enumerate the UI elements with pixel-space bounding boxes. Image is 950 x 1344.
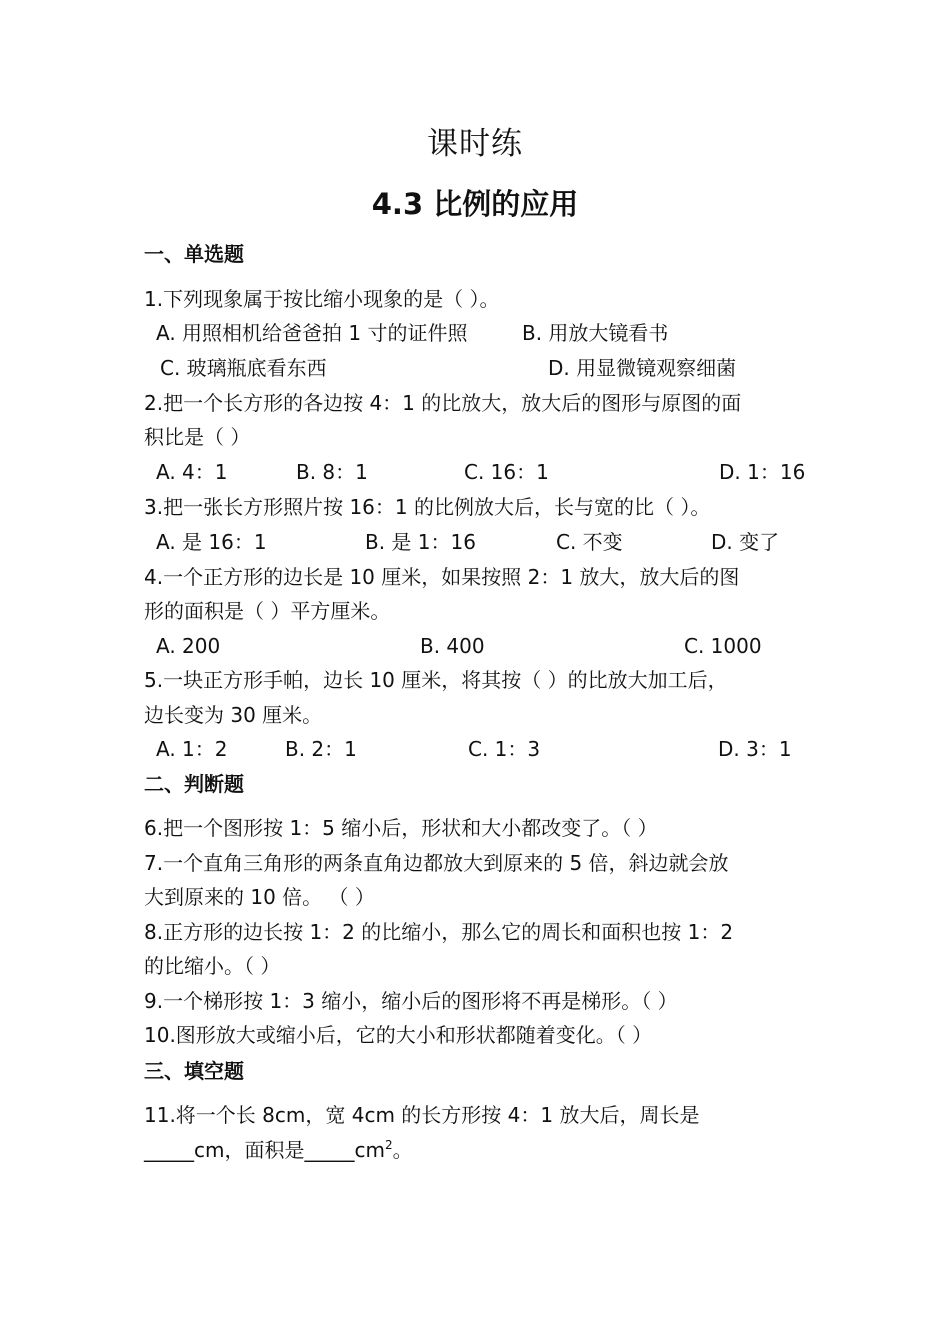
section-heading-single-choice: 一、单选题 [144, 242, 244, 266]
q4-option-b: B. 400 [420, 634, 485, 658]
question-7-line-2: 大到原来的 10 倍。 （ ） [144, 885, 375, 909]
question-2-line-1: 2.把一个长方形的各边按 4：1 的比放大，放大后的图形与原图的面 [144, 391, 742, 415]
q5-option-a: A. 1：2 [156, 737, 228, 761]
section-heading-fill-blank: 三、填空题 [144, 1059, 244, 1083]
q1-option-d: D. 用显微镜观察细菌 [548, 356, 737, 380]
question-4-line-1: 4.一个正方形的边长是 10 厘米，如果按照 2：1 放大，放大后的图 [144, 565, 740, 589]
question-2-line-2: 积比是（ ） [144, 425, 251, 449]
q3-option-c: C. 不变 [556, 530, 623, 554]
q5-option-d: D. 3：1 [718, 737, 792, 761]
question-8-line-2: 的比缩小。（ ） [144, 954, 281, 978]
question-5-line-2: 边长变为 30 厘米。 [144, 703, 323, 727]
question-6: 6.把一个图形按 1：5 缩小后，形状和大小都改变了。（ ） [144, 816, 658, 840]
question-1: 1.下列现象属于按比缩小现象的是（ ）。 [144, 287, 500, 311]
q2-option-b: B. 8：1 [296, 460, 368, 484]
question-7-line-1: 7.一个直角三角形的两条直角边都放大到原来的 5 倍，斜边就会放 [144, 851, 729, 875]
q2-option-c: C. 16：1 [464, 460, 549, 484]
q1-option-a: A. 用照相机给爸爸拍 1 寸的证件照 [156, 321, 468, 345]
q3-option-b: B. 是 1：16 [365, 530, 476, 554]
page-title: 课时练 [427, 126, 523, 162]
question-3: 3.把一张长方形照片按 16：1 的比例放大后，长与宽的比（ ）。 [144, 495, 711, 519]
superscript-2: 2 [384, 1138, 393, 1152]
question-9: 9.一个梯形按 1：3 缩小，缩小后的图形将不再是梯形。（ ） [144, 989, 678, 1013]
q2-option-d: D. 1：16 [719, 460, 806, 484]
question-11-line-2-end: 。 [392, 1138, 413, 1162]
q4-option-c: C. 1000 [684, 634, 762, 658]
q1-option-c: C. 玻璃瓶底看东西 [160, 356, 327, 380]
question-8-line-1: 8.正方形的边长按 1：2 的比缩小，那么它的周长和面积也按 1：2 [144, 920, 734, 944]
page-subtitle: 4.3 比例的应用 [371, 187, 579, 221]
q5-option-b: B. 2：1 [285, 737, 357, 761]
q4-option-a: A. 200 [156, 634, 221, 658]
q2-option-a: A. 4：1 [156, 460, 228, 484]
question-4-line-2: 形的面积是（ ）平方厘米。 [144, 599, 391, 623]
q1-option-b: B. 用放大镜看书 [522, 321, 669, 345]
q5-option-c: C. 1：3 [468, 737, 541, 761]
question-5-line-1: 5.一块正方形手帕，边长 10 厘米，将其按（ ）的比放大加工后， [144, 668, 728, 692]
question-11-line-2-text: _____cm，面积是_____cm [144, 1138, 385, 1162]
question-10: 10.图形放大或缩小后，它的大小和形状都随着变化。（ ） [144, 1023, 653, 1047]
q3-option-a: A. 是 16：1 [156, 530, 267, 554]
question-11-line-2 [144, 1136, 413, 1164]
question-11-line-1: 11.将一个长 8cm，宽 4cm 的长方形按 4：1 放大后，周长是 [144, 1103, 700, 1127]
q3-option-d: D. 变了 [711, 530, 780, 554]
section-heading-true-false: 二、判断题 [144, 772, 244, 796]
